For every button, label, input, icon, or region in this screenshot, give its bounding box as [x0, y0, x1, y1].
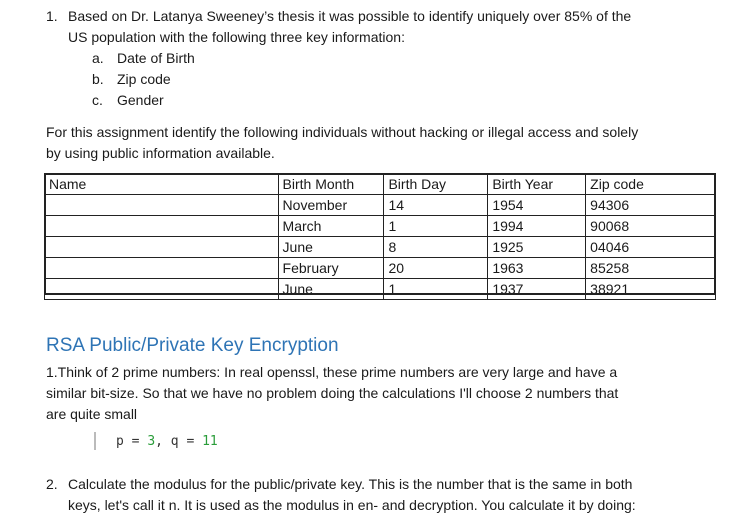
header-birth-month: Birth Month	[278, 174, 384, 195]
cell-birth-month: June	[278, 237, 384, 258]
cell-birth-day: 1	[384, 216, 488, 237]
cell-birth-day: 20	[384, 258, 488, 279]
code-p-value: 3	[147, 434, 156, 449]
cell-zip-code: 85258	[586, 258, 716, 279]
table-row	[45, 279, 716, 300]
cell-birth-year: 1994	[488, 216, 586, 237]
header-zip-code: Zip code	[586, 174, 716, 195]
rsa-step2-line-2: keys, let's call it n. It is used as the modulus in en- and decryption. You calculate it by doing:	[68, 497, 636, 513]
cell-birth-month: June	[278, 279, 384, 300]
list-marker-c: c.	[92, 92, 103, 108]
list-item-zip-code: Zip code	[117, 71, 171, 87]
rsa-step1-line-3: are quite small	[46, 406, 138, 422]
assignment-line-1: For this assignment identify the following individuals without hacking or illegal access and solely	[46, 124, 639, 140]
cell-name	[45, 216, 279, 237]
code-snippet-primes	[116, 434, 218, 450]
list-marker-a: a.	[92, 50, 104, 66]
cell-birth-month: November	[278, 195, 384, 216]
list-marker-b: b.	[92, 71, 104, 87]
cell-birth-year: 1963	[488, 258, 586, 279]
table-header-row	[45, 174, 716, 195]
cell-name	[45, 279, 279, 300]
cell-zip-code: 94306	[586, 195, 716, 216]
cell-zip-code: 04046	[586, 237, 716, 258]
list-item-date-of-birth: Date of Birth	[117, 50, 195, 66]
code-block-bar	[94, 432, 96, 450]
list-item-gender: Gender	[117, 92, 164, 108]
cell-zip-code: 38921	[586, 279, 716, 300]
cell-birth-year: 1954	[488, 195, 586, 216]
header-birth-day: Birth Day	[384, 174, 488, 195]
cell-birth-day: 14	[384, 195, 488, 216]
cell-zip-code: 90068	[586, 216, 716, 237]
cell-name	[45, 195, 279, 216]
code-q-value: 11	[202, 434, 218, 449]
cell-name	[45, 258, 279, 279]
cell-birth-day: 1	[384, 279, 488, 300]
rsa-step2-number: 2.	[46, 476, 58, 492]
header-birth-year: Birth Year	[488, 174, 586, 195]
q1-number: 1.	[46, 8, 58, 24]
q1-line-1: Based on Dr. Latanya Sweeney’s thesis it was possible to identify uniquely over 85% of the	[68, 8, 632, 24]
rsa-step1-line-2: similar bit-size. So that we have no problem doing the calculations I'll choose 2 numbers that	[46, 385, 619, 401]
cell-name	[45, 237, 279, 258]
cell-birth-month: February	[278, 258, 384, 279]
rsa-step1-line-1: 1.Think of 2 prime numbers: In real openssl, these prime numbers are very large and have a	[46, 364, 618, 380]
table-row	[45, 237, 716, 258]
cell-birth-month: March	[278, 216, 384, 237]
header-name: Name	[45, 174, 279, 195]
table-row	[45, 258, 716, 279]
rsa-step2-line-1: Calculate the modulus for the public/private key. This is the number that is the same in both	[68, 476, 633, 492]
section-heading-rsa: RSA Public/Private Key Encryption	[46, 335, 339, 356]
cell-birth-day: 8	[384, 237, 488, 258]
q1-line-2: US population with the following three key information:	[68, 29, 405, 45]
assignment-line-2: by using public information available.	[46, 145, 275, 161]
table-row	[45, 195, 716, 216]
code-separator: , q =	[155, 434, 203, 449]
cell-birth-year: 1925	[488, 237, 586, 258]
table-row	[45, 216, 716, 237]
cell-birth-year: 1937	[488, 279, 586, 300]
individuals-table	[44, 173, 716, 300]
code-p-label: p =	[116, 434, 148, 449]
